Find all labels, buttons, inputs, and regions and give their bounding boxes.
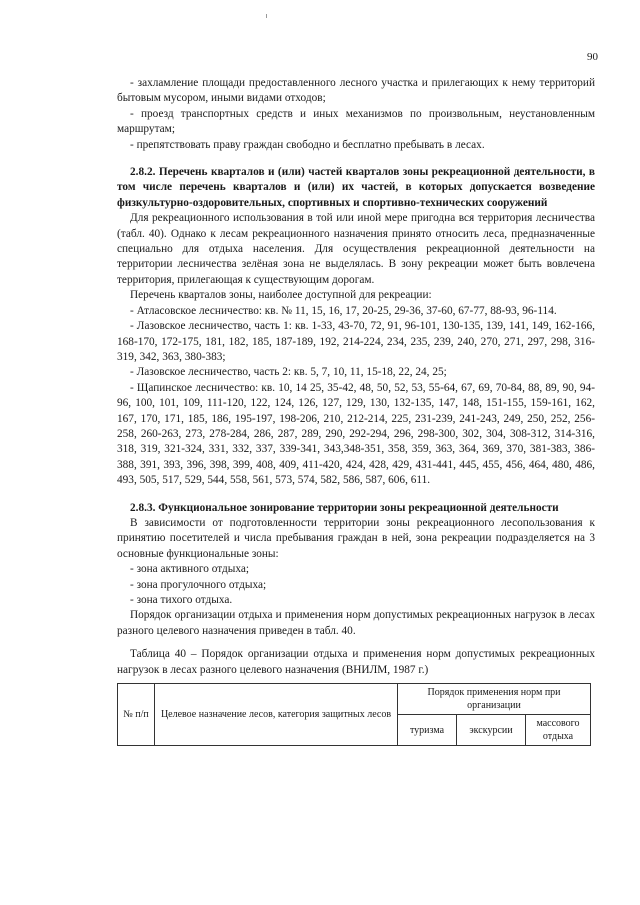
table-header-row: [118, 684, 591, 715]
scan-mark: [266, 14, 267, 18]
intro-item: - проезд транспортных средств и иных механизмов по произвольным, неустановленным маршрутам;: [117, 107, 595, 136]
zone-item: - зона тихого отдыха.: [130, 594, 233, 606]
list-intro: Перечень кварталов зоны, наиболее доступной для рекреации:: [130, 289, 432, 302]
zone-item: - зона активного отдыха;: [130, 563, 249, 576]
header-number: № п/п: [118, 684, 155, 746]
header-purpose: Целевое назначение лесов, категория защитных лесов: [155, 684, 398, 746]
intro-item: - препятствовать праву граждан свободно и бесплатно пребывать в лесах.: [130, 138, 485, 151]
zone-item: - зона прогулочного отдыха;: [130, 578, 267, 591]
intro-item: - захламление площади предоставленного лесного участка и прилегающих к нему территорий бытовым мусором, иными видами отходов;: [117, 77, 595, 105]
page-number: 90: [587, 51, 598, 63]
header-order: Порядок применения норм при организации: [398, 684, 591, 715]
section-283-heading: 2.8.3. Функциональное зонирование территории зоны рекреационной деятельности: [130, 501, 559, 514]
section-283-paragraph: В зависимости от подготовленности территории зоны рекреационного лесопользования к принятию посетителей и числа пребывания граждан в ней, зона рекреации подразделяется на 3 основные функциональные зоны:: [117, 516, 595, 560]
forestry-item: - Лазовское лесничество, часть 2: кв. 5, 7, 10, 11, 15-18, 22, 24, 25;: [130, 366, 447, 379]
page-content: [117, 76, 595, 746]
forestry-item: - Атласовское лесничество: кв. № 11, 15, 16, 17, 20-25, 29-36, 37-60, 67-77, 88-93, 96-114.: [130, 304, 557, 317]
forestry-item: - Лазовское лесничество, часть 1: кв. 1-33, 43-70, 72, 91, 96-101, 130-135, 139, 141, 149, 162-166, 168-170, 172-175, 181, 182, 185, 187-189, 192, 214-224, 234, 235, 239, 240, 270, 271, 297, 298, 316-319, 342, 363, 380-383;: [117, 320, 595, 363]
section-282-heading: 2.8.2. Перечень кварталов и (или) частей кварталов зоны рекреационной деятельности, в том числе перечень кварталов и (или) их частей, в которых допускается возведение физкультурно-оздоровительных, спортивных и спортивно-технических сооружений: [117, 166, 595, 209]
header-tourism: туризма: [398, 715, 457, 746]
forestry-item: - Щапинское лесничество: кв. 10, 14 25, 35-42, 48, 50, 52, 53, 55-64, 67, 69, 70-84, 88, 89, 90, 94-96, 100, 101, 109, 111-120, 122, 124, 126, 127, 129, 130, 132-135, 147, 148, 151-155, 159-161, 162, 167, 170, 171, 185, 186, 195-197, 198-206, 210, 212-214, 225, 231-239, 241-243, 249, 250, 252, 256-258, 260-263, 273, 278-284, 286, 287, 289, 290, 292-294, 296, 298-300, 302, 304, 308-312, 314-316, 318, 319, 321-324, 331, 332, 337, 339-341, 343,348-351, 358, 359, 363, 364, 369, 370, 381-383, 386-388, 391, 393, 396, 398, 399, 408, 409, 411-420, 424, 428, 429, 431-441, 445, 455, 456, 464, 480, 486, 493, 505, 517, 529, 544, 558, 561, 573, 574, 582, 586, 587, 606, 611.: [117, 381, 595, 487]
section-283-closing: Порядок организации отдыха и применения норм допустимых рекреационных нагрузок в лесах разного целевого назначения приведен в табл. 40.: [117, 609, 595, 637]
table-caption: Таблица 40 – Порядок организации отдыха и применения норм допустимых рекреационных нагрузок в лесах разного целевого назначения (ВНИЛМ, 1987 г.): [117, 648, 595, 676]
header-excursions: экскурсии: [457, 715, 526, 746]
section-282-paragraph: Для рекреационного использования в той или иной мере пригодна вся территория лесничества (табл. 40). Однако к лесам рекреационного назначения принято относить леса, предназначенные специально для отдыха населения. Для осуществления рекреационной деятельности на территории лесничества зелёная зона не выделялась. В зону рекреации может быть вовлечена территория, прилегающая к существующим дорогам.: [117, 212, 595, 286]
header-mass: массового отдыха: [526, 715, 591, 746]
norms-table: [117, 683, 591, 746]
